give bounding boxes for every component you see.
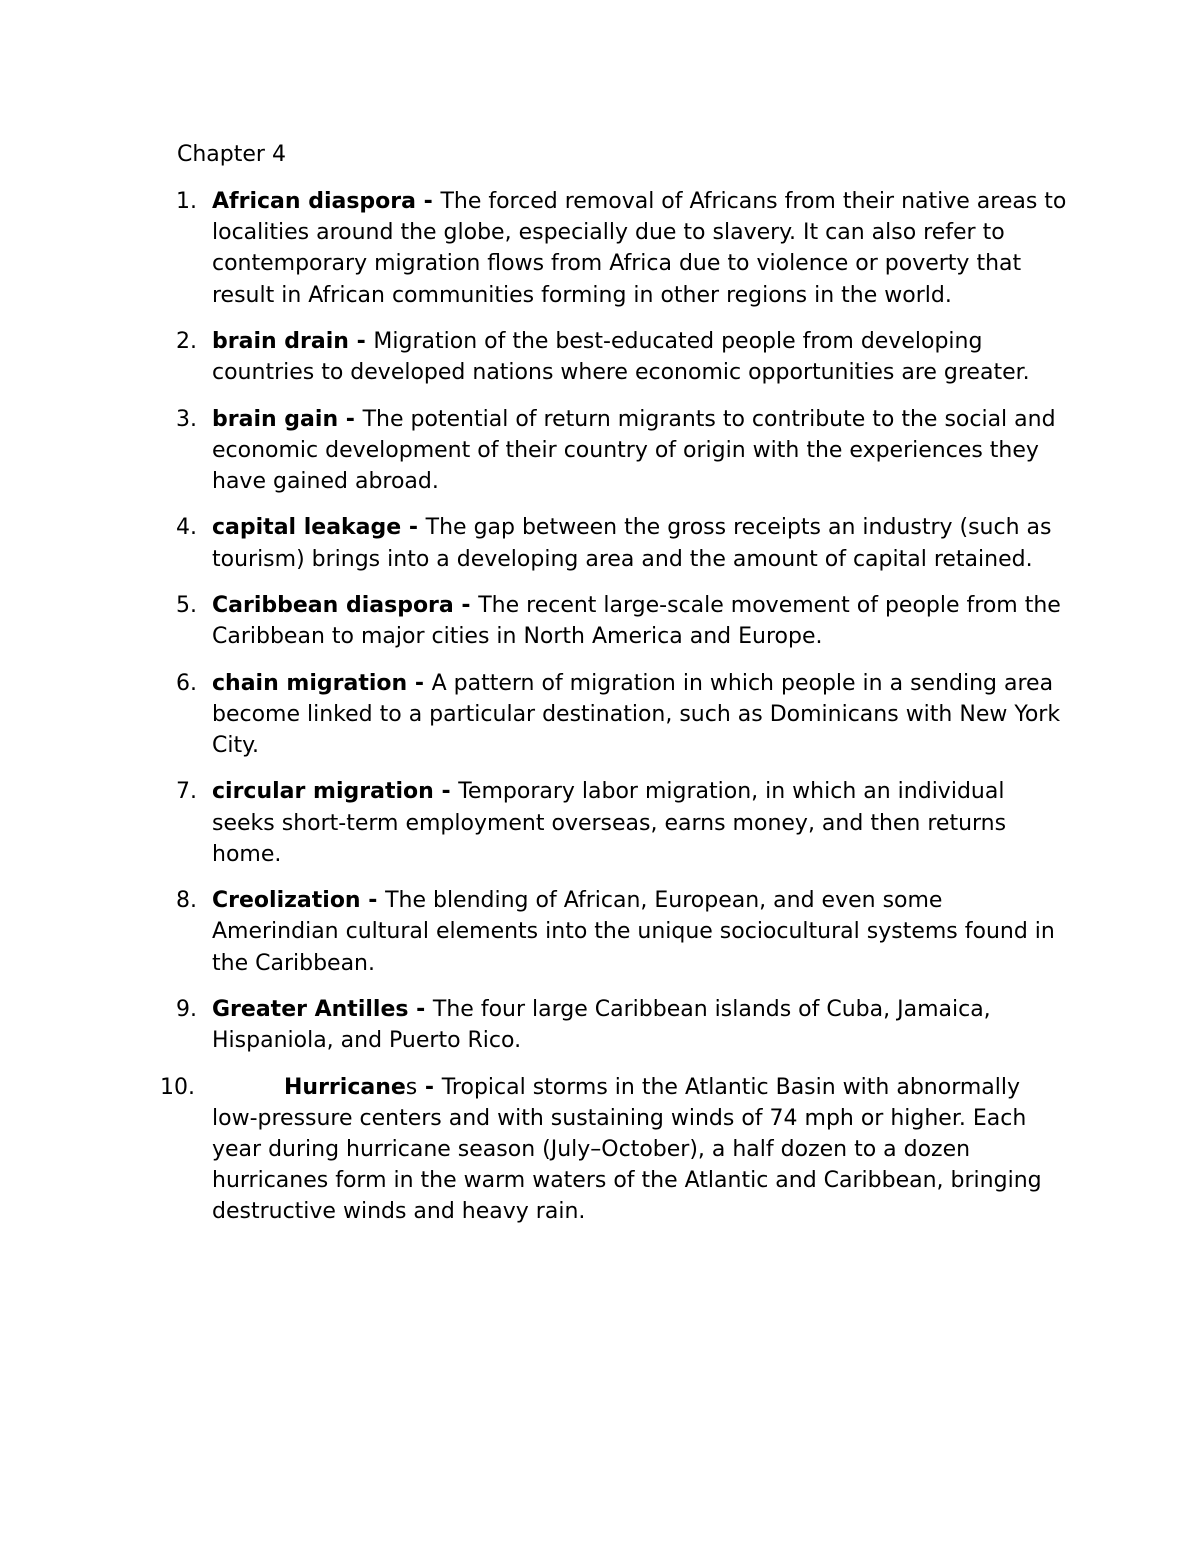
glossary-list [0,186,1200,1243]
term-separator: - [407,670,432,696]
item-number: 3. [176,406,197,432]
item-body [212,590,1070,652]
term-definition: Temporary labor migration, in which an individual seeks short-term employment overseas, earns money, and then returns home. [212,779,1007,867]
item-body [212,668,1070,762]
term-separator: - [453,592,479,618]
term-name: capital leakage [212,515,402,541]
term-name-suffix: s [405,1074,418,1100]
item-body [212,885,1070,979]
term-separator: - [360,888,386,914]
term-definition: The gap between the gross receipts an industry (such as tourism) brings into a developing area and the amount of capital retained. [212,515,1052,572]
term-name: Creolization [212,888,361,914]
term-name: brain drain [212,329,349,354]
item-body [212,994,1070,1056]
term-definition: The potential of return migrants to contribute to the social and economic development of their country of origin with the experiences they have gained abroad. [212,406,1056,494]
term-name: Greater Antilles [212,996,409,1022]
term-definition: The forced removal of Africans from their native areas to localities around the globe, especially due to slavery. It can also refer to contemporary migration flows from Africa due to violence or poverty that result in African communities forming in other regions in the world. [212,189,1067,308]
glossary-item [0,668,1200,762]
term-definition: The blending of African, European, and even some Amerindian cultural elements into the unique sociocultural systems found in the Caribbean. [212,888,1055,976]
item-body [212,326,1070,388]
glossary-item [0,326,1200,388]
chapter-title: Chapter 4 [177,142,286,167]
item-number: 4. [176,515,197,541]
term-name: chain migration [212,670,408,696]
glossary-item [0,590,1200,652]
term-definition: The recent large-scale movement of people from the Caribbean to major cities in North America and Europe. [212,592,1061,650]
term-separator: - [338,406,363,432]
item-body [212,186,1070,311]
term-name: African diaspora [212,189,416,214]
item-number: 9. [176,996,197,1022]
item-number: 1. [176,189,197,214]
item-number: 2. [176,329,197,354]
term-definition: Migration of the best-educated people from developing countries to developed nations where economic opportunities are greater. [212,329,1030,386]
term-definition: Tropical storms in the Atlantic Basin with abnormally low-pressure centers and with sustaining winds of 74 mph or higher. Each year during hurricane season (July–October), a half dozen to a dozen hurricanes form in the warm waters of the Atlantic and Caribbean, bringing destructive winds and heavy rain. [212,1074,1042,1225]
term-separator: - [348,329,374,354]
glossary-item [0,186,1200,311]
glossary-item [0,512,1200,574]
term-name: Hurricane [284,1074,406,1100]
term-definition: The four large Caribbean islands of Cuba, Jamaica, Hispaniola, and Puerto Rico. [212,996,991,1054]
item-number: 8. [176,888,197,914]
term-name: circular migration [212,779,434,805]
item-body [212,404,1070,498]
glossary-item [0,994,1200,1056]
item-number: 6. [176,670,197,696]
term-definition: A pattern of migration in which people in a sending area become linked to a particular destination, such as Dominicans with New York City. [212,670,1061,758]
glossary-item [0,885,1200,979]
term-separator: - [401,515,426,541]
glossary-item [0,1072,1200,1228]
term-name: Caribbean diaspora [212,592,454,618]
item-number: 7. [176,779,197,805]
term-separator: - [408,996,433,1022]
item-body [212,1072,1070,1228]
item-number: 10. [160,1074,195,1100]
item-body [212,512,1070,574]
term-name: brain gain [212,406,339,432]
term-separator: - [415,189,441,214]
glossary-item [0,776,1200,870]
item-body [212,776,1070,870]
item-number: 5. [176,592,197,618]
term-separator: - [433,779,459,805]
term-separator: - [417,1074,442,1100]
glossary-item [0,404,1200,498]
